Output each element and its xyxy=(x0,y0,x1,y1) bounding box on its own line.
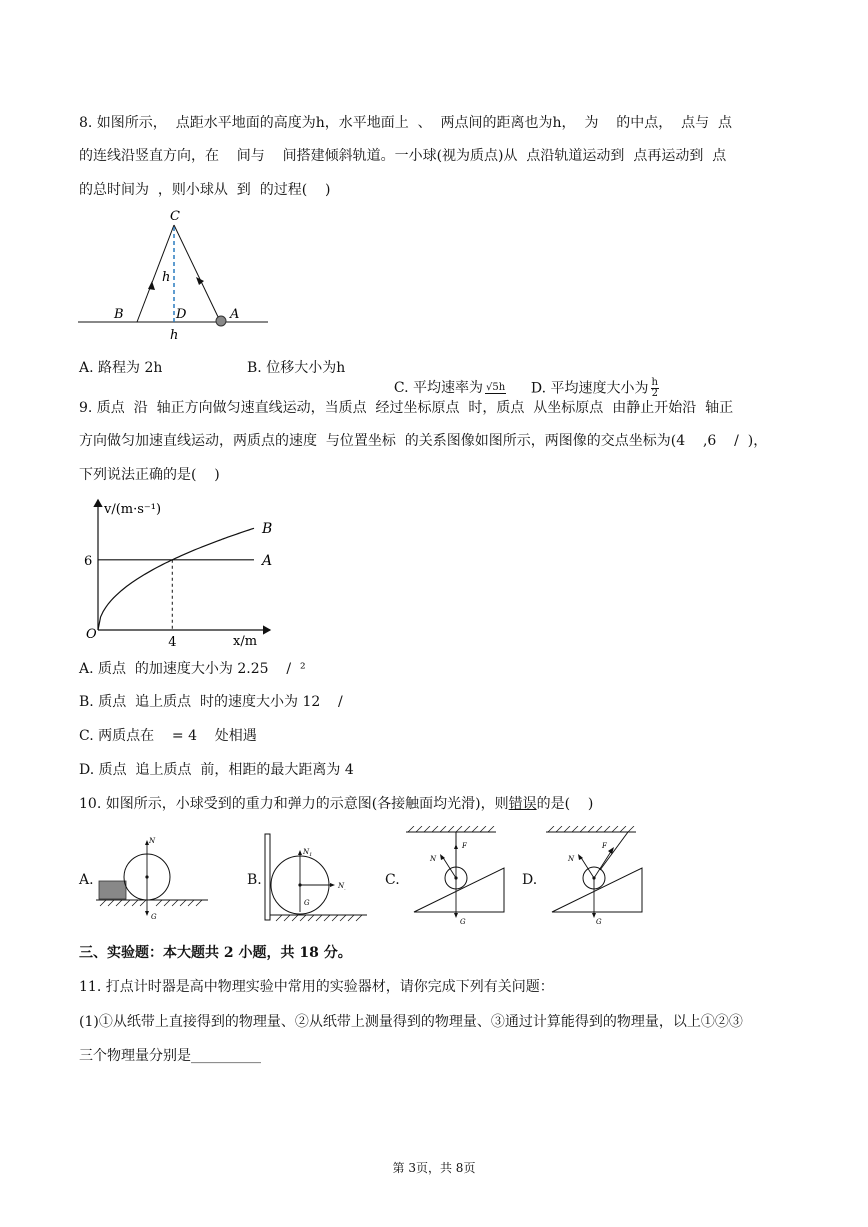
q8-option-b: B. 位移大小为h xyxy=(247,360,346,376)
label-h-base: h xyxy=(170,328,179,343)
fig-a-N: N xyxy=(149,837,156,845)
q9-option-d: D. 质点 追上质点 前，相距的最大距离为 4 xyxy=(79,762,354,778)
q9-vx-chart xyxy=(78,492,278,652)
q11-line3: 三个物理量分别是__________ xyxy=(79,1048,261,1064)
q9-option-b: B. 质点 追上质点 时的速度大小为 12 / xyxy=(79,694,343,710)
fig-d-G: G xyxy=(596,918,602,926)
q8-option-c-fraction xyxy=(485,383,506,394)
fig-b-G: G xyxy=(304,899,310,907)
q10-label-d: D. xyxy=(522,872,538,888)
series-line-B xyxy=(98,528,254,630)
q9-line2: 方向做匀加速直线运动，两质点的速度 与位置坐标 的关系图像如图所示，两图像的交点坐标为(4 ,6 / )， xyxy=(79,433,768,449)
fig-d-N: N xyxy=(568,855,575,863)
q10-figure-a xyxy=(96,830,211,922)
q10-label-a: A. xyxy=(79,872,94,888)
fig-c-F: F xyxy=(462,842,467,850)
series-label-A: A xyxy=(262,552,273,569)
q10-underlined-word: 错误 xyxy=(508,796,537,812)
q8-line2: 的连线沿竖直方向，在 间与 间搭建倾斜轨道。一小球(视为质点)从 点沿轨道运动到 点再运动到 点 xyxy=(79,148,727,164)
q8-option-d xyxy=(522,358,661,399)
x-tick-label: 4 xyxy=(168,635,177,650)
label-A: A xyxy=(230,307,240,322)
q8-option-d-fraction xyxy=(651,378,659,399)
q8-figure xyxy=(78,205,278,345)
q11-line2: (1)①从纸带上直接得到的物理量、②从纸带上测量得到的物理量、③通过计算能得到的物理量，以上①②③ xyxy=(79,1014,743,1030)
label-B: B xyxy=(114,307,124,322)
q10-label-c: C. xyxy=(385,872,400,888)
q8-option-c-num: √5h xyxy=(486,381,506,393)
q10-figure-c xyxy=(404,826,516,926)
q8-line1: 8. 如图所示， 点距水平地面的高度为h，水平地面上 、 两点间的距离也为h， 为 的中点， 点与 点 xyxy=(79,115,733,131)
q8-option-d-prefix: D. 平均速度大小为 xyxy=(530,380,649,397)
q8-option-d-den: 2 xyxy=(651,388,658,399)
q11-line1: 11. 打点计时器是高中物理实验中常用的实验器材，请你完成下列有关问题： xyxy=(79,979,554,995)
fig-a-G: G xyxy=(151,913,157,921)
origin-label: O xyxy=(86,627,97,642)
y-tick-label: 6 xyxy=(84,553,93,569)
x-axis-label: x/m xyxy=(233,634,258,649)
q8-option-d-num: h xyxy=(651,377,658,388)
q10-figure-b xyxy=(262,830,370,924)
q10-line1-after: 的是( ) xyxy=(536,796,594,812)
page-footer: 第 3页，共 8页 xyxy=(392,1161,476,1175)
q10-line1-before: 10. 如图所示，小球受到的重力和弹力的示意图(各接触面均光滑)，则 xyxy=(79,796,509,812)
q8-option-c xyxy=(385,358,508,398)
q8-option-a: A. 路程为 2h xyxy=(79,360,163,376)
q9-option-c: C. 两质点在 = 4 处相遇 xyxy=(79,728,257,744)
fig-c-N: N xyxy=(430,855,437,863)
fig-c-G: G xyxy=(460,918,466,926)
q8-line3: 的总时间为 ，则小球从 到 的过程( ) xyxy=(79,182,331,198)
section-3-title: 三、实验题：本大题共 2 小题，共 18 分。 xyxy=(79,945,352,961)
y-axis-label: v/(m·s⁻¹) xyxy=(104,502,162,517)
label-D: D xyxy=(176,307,187,322)
q9-option-a: A. 质点 的加速度大小为 2.25 / ² xyxy=(79,661,306,677)
q9-line3: 下列说法正确的是( ) xyxy=(79,467,220,483)
series-label-B: B xyxy=(262,521,273,538)
fig-b-N1: $N_1$ xyxy=(303,848,313,858)
q9-line1: 9. 质点 沿 轴正方向做匀速直线运动，当质点 经过坐标原点 时，质点 从坐标原点 由静止开始沿 轴正 xyxy=(79,400,734,416)
fig-d-F: F xyxy=(602,842,607,850)
label-C: C xyxy=(170,209,180,224)
q8-option-c-prefix: C. 平均速率为 xyxy=(393,380,484,396)
q10-line1 xyxy=(79,794,593,814)
q10-figure-d xyxy=(544,826,652,926)
fig-b-N2: $N_.$ xyxy=(338,882,346,892)
q10-label-b: B. xyxy=(247,872,262,888)
label-h-vertical: h xyxy=(162,270,171,285)
